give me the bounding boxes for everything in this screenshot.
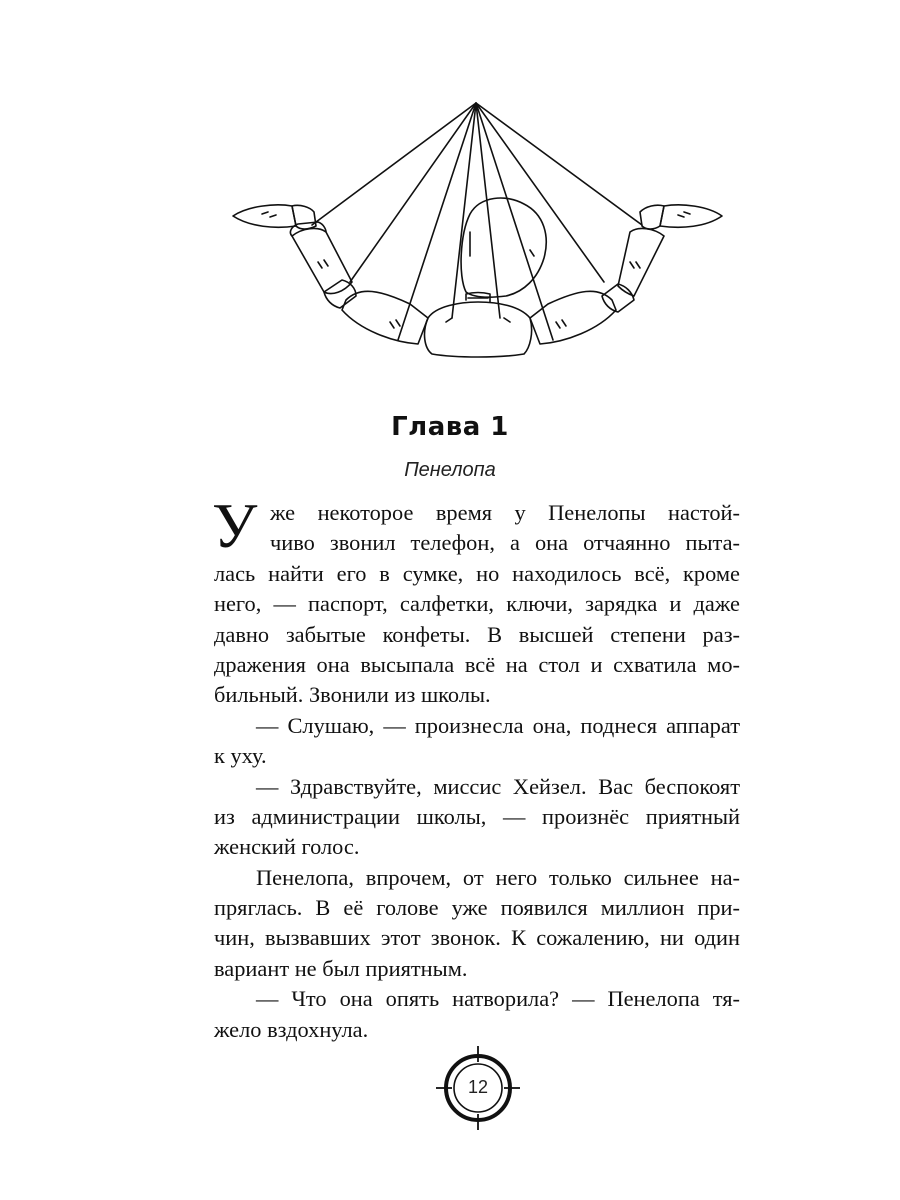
text-line: — Слушаю, — произнесла она, поднеся аппарат [256,712,740,738]
text-line: к уху. [214,743,267,769]
text-line: жело вздохнула. [214,1016,369,1042]
chapter-body-text [212,490,740,1045]
text-line: же некоторое время у Пенелопы настой- [270,500,740,525]
text-line: — Что она опять натворила? — Пенелопа тя- [256,986,740,1012]
text-line: — Здравствуйте, миссис Хейзел. Вас беспокоят [256,773,740,799]
text-line: пряглась. В её голове уже появился миллион при- [214,895,740,921]
text-line: чиво звонил телефон, а она отчаянно пыта- [270,530,740,556]
page-number: 12 [467,1077,489,1097]
drop-cap: У [212,490,258,561]
text-line: дражения она высыпала всё на стол и схватила мо- [214,651,740,677]
chapter-subtitle: Пенелопа [404,459,496,481]
text-line: бильный. Звонили из школы. [214,682,491,708]
text-line: из администрации школы, — произнёс приятный [214,803,740,829]
text-line: давно забытые конфеты. В высшей степени раз- [214,621,740,647]
chapter-title: Глава 1 [391,412,509,442]
text-line: Пенелопа, впрочем, от него только сильнее на- [256,864,740,890]
text-line: чин, вызвавших этот звонок. К сожалению, ни один [214,925,740,951]
text-line: лась найти его в сумке, но находилось всё, кроме [214,560,740,586]
text-line: вариант не был приятным. [214,955,468,981]
text-line: женский голос. [214,834,360,860]
mannequin-doll-icon [225,95,730,365]
text-line: него, — паспорт, салфетки, ключи, зарядка и даже [214,591,740,617]
